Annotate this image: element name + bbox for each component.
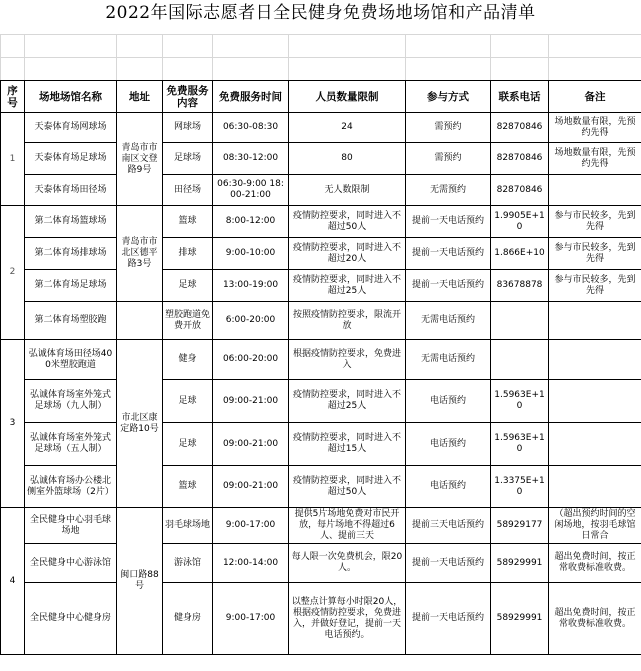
limit-cell: 疫情防控要求，同时进入不超过50人 xyxy=(289,466,406,508)
time-cell: 09:00-21:00 xyxy=(213,423,289,466)
phone-cell: 82870846 xyxy=(491,175,549,206)
address-cell: 闽口路88号 xyxy=(117,508,163,655)
content-cell: 篮球 xyxy=(163,206,213,238)
header-phone: 联系电话 xyxy=(491,81,549,113)
method-cell: 提前一天电话预约 xyxy=(406,270,491,302)
note-cell xyxy=(549,380,641,423)
note-cell: 场地数量有限，先预约先得 xyxy=(549,113,641,143)
content-cell: 篮球 xyxy=(163,466,213,508)
method-cell: 提前一天电话预约 xyxy=(406,544,491,583)
method-cell: 需预约 xyxy=(406,143,491,175)
method-cell: 提前三天电话预约 xyxy=(406,508,491,544)
limit-cell: 疫情防控要求，同时进入不超过50人 xyxy=(289,206,406,238)
address-cell: 青岛市市北区德平路3号 xyxy=(117,206,163,302)
content-cell: 健身房 xyxy=(163,583,213,655)
table-row xyxy=(1,423,641,466)
table-row xyxy=(1,113,641,143)
time-cell: 9:00-17:00 xyxy=(213,508,289,544)
venue-name-cell: 弘诚体育场室外笼式足球场（五人制） xyxy=(25,423,117,466)
venue-name-cell: 第二体育场排球场 xyxy=(25,238,117,270)
method-cell: 无需电话预约 xyxy=(406,302,491,340)
venue-name-cell: 弘诚体育场办公楼北侧室外篮球场（2片） xyxy=(25,466,117,508)
note-cell: 参与市民较多，先到先得 xyxy=(549,206,641,238)
phone-cell: 83678878 xyxy=(491,270,549,302)
content-cell: 游泳馆 xyxy=(163,544,213,583)
limit-cell: 根据疫情防控要求，免费进入 xyxy=(289,340,406,380)
table-row xyxy=(1,508,641,544)
limit-cell: 无人数限制 xyxy=(289,175,406,206)
content-cell: 网球场 xyxy=(163,113,213,143)
venue-name-cell: 第二体育场篮球场 xyxy=(25,206,117,238)
venue-name-cell: 弘诚体育场田径场400米塑胶跑道 xyxy=(25,340,117,380)
table-row xyxy=(1,583,641,655)
content-cell: 足球场 xyxy=(163,143,213,175)
time-cell: 13:00-19:00 xyxy=(213,270,289,302)
header-seq: 序号 xyxy=(1,81,25,113)
venue-name-cell: 天泰体育场田径场 xyxy=(25,175,117,206)
blank-spreadsheet-rows xyxy=(0,34,641,80)
header-participation: 参与方式 xyxy=(406,81,491,113)
limit-cell: 疫情防控要求，同时进入不超过25人 xyxy=(289,380,406,423)
phone-cell xyxy=(491,302,549,340)
phone-cell xyxy=(491,340,549,380)
limit-cell: 疫情防控要求，同时进入不超过20人 xyxy=(289,238,406,270)
content-cell: 足球 xyxy=(163,270,213,302)
content-cell: 田径场 xyxy=(163,175,213,206)
address-cell: 青岛市市南区文登路9号 xyxy=(117,113,163,206)
time-cell: 08:30-12:00 xyxy=(213,143,289,175)
limit-cell: 每人限一次免费机会，限20人。 xyxy=(289,544,406,583)
header-service-content: 免费服务内容 xyxy=(163,81,213,113)
venue-table xyxy=(0,80,641,655)
venue-name-cell: 天泰体育场足球场 xyxy=(25,143,117,175)
address-cell: 市北区康定路10号 xyxy=(117,340,163,508)
content-cell: 足球 xyxy=(163,380,213,423)
note-cell: 参与市民较多，先到先得 xyxy=(549,238,641,270)
venue-name-cell: 第二体育场塑胶跑 xyxy=(25,302,117,340)
table-row xyxy=(1,175,641,206)
table-row xyxy=(1,270,641,302)
phone-cell: 58929177 xyxy=(491,508,549,544)
table-row xyxy=(1,238,641,270)
venue-name-cell: 第二体育场足球场 xyxy=(25,270,117,302)
phone-cell: 82870846 xyxy=(491,113,549,143)
header-notes: 备注 xyxy=(549,81,641,113)
time-cell: 6:00-20:00 xyxy=(213,302,289,340)
content-cell: 羽毛球场地 xyxy=(163,508,213,544)
limit-cell: 按照疫情防控要求，限流开放 xyxy=(289,302,406,340)
limit-cell: 80 xyxy=(289,143,406,175)
phone-cell: 58929991 xyxy=(491,544,549,583)
note-cell xyxy=(549,340,641,380)
seq-cell: 2 xyxy=(1,206,25,340)
time-cell: 9:00-10:00 xyxy=(213,238,289,270)
limit-cell: 疫情防控要求，同时进入不超过15人 xyxy=(289,423,406,466)
seq-cell: 3 xyxy=(1,340,25,508)
method-cell: 电话预约 xyxy=(406,466,491,508)
table-row xyxy=(1,302,641,340)
note-cell: 超出免费时间，按正常收费标准收费。 xyxy=(549,583,641,655)
phone-cell: 1.9905E+10 xyxy=(491,206,549,238)
method-cell: 提前一天电话预约 xyxy=(406,238,491,270)
table-row xyxy=(1,206,641,238)
limit-cell: 以整点计算每小时限20人，根据疫情防控要求，免费进入，并做好登记，提前一天电话预约。 xyxy=(289,583,406,655)
header-row xyxy=(1,81,641,113)
header-service-time: 免费服务时间 xyxy=(213,81,289,113)
note-cell xyxy=(549,175,641,206)
table-row xyxy=(1,544,641,583)
note-cell xyxy=(549,302,641,340)
time-cell: 06:30-9:00 18:00-21:00 xyxy=(213,175,289,206)
phone-cell: 1.5963E+10 xyxy=(491,380,549,423)
note-cell: 场地数量有限，先预约先得 xyxy=(549,143,641,175)
note-cell: 参与市民较多，先到先得 xyxy=(549,270,641,302)
venue-name-cell: 全民健身中心游泳馆 xyxy=(25,544,117,583)
content-cell: 排球 xyxy=(163,238,213,270)
limit-cell: 疫情防控要求，同时进入不超过25人 xyxy=(289,270,406,302)
method-cell: 无需预约 xyxy=(406,175,491,206)
table-row xyxy=(1,380,641,423)
content-cell: 健身 xyxy=(163,340,213,380)
phone-cell: 82870846 xyxy=(491,143,549,175)
limit-cell: 24 xyxy=(289,113,406,143)
phone-cell: 58929991 xyxy=(491,583,549,655)
seq-cell: 4 xyxy=(1,508,25,655)
header-address: 地址 xyxy=(117,81,163,113)
phone-cell: 1.5963E+10 xyxy=(491,423,549,466)
address-cell-empty xyxy=(117,302,163,340)
time-cell: 09:00-21:00 xyxy=(213,466,289,508)
time-cell: 9:00-17:00 xyxy=(213,583,289,655)
method-cell: 提前一天电话预约 xyxy=(406,583,491,655)
note-cell xyxy=(549,466,641,508)
venue-name-cell: 全民健身中心羽毛球场地 xyxy=(25,508,117,544)
venue-name-cell: 天泰体育场网球场 xyxy=(25,113,117,143)
method-cell: 提前一天电话预约 xyxy=(406,206,491,238)
header-venue-name: 场地场馆名称 xyxy=(25,81,117,113)
method-cell: 电话预约 xyxy=(406,423,491,466)
table-row xyxy=(1,340,641,380)
document-title: 2022年国际志愿者日全民健身免费场地场馆和产品清单 xyxy=(105,3,536,23)
method-cell: 电话预约 xyxy=(406,380,491,423)
note-cell: （超出预约时间的空闲场地，按羽毛球馆日常合 xyxy=(549,508,641,544)
content-cell: 足球 xyxy=(163,423,213,466)
header-people-limit: 人员数量限制 xyxy=(289,81,406,113)
venue-name-cell: 全民健身中心健身房 xyxy=(25,583,117,655)
method-cell: 无需电话预约 xyxy=(406,340,491,380)
method-cell: 需预约 xyxy=(406,113,491,143)
limit-cell: 提供5片场地免费对市民开放，每片场地不得超过6人、提前三天 xyxy=(289,508,406,544)
time-cell: 12:00-14:00 xyxy=(213,544,289,583)
phone-cell: 1.866E+10 xyxy=(491,238,549,270)
seq-cell: 1 xyxy=(1,113,25,206)
time-cell: 06:30-08:30 xyxy=(213,113,289,143)
content-cell: 塑胶跑道免费开放 xyxy=(163,302,213,340)
table-row xyxy=(1,143,641,175)
time-cell: 09:00-21:00 xyxy=(213,380,289,423)
time-cell: 8:00-12:00 xyxy=(213,206,289,238)
venue-name-cell: 弘诚体育场室外笼式足球场（九人制） xyxy=(25,380,117,423)
note-cell: 超出免费时间，按正常收费标准收费。 xyxy=(549,544,641,583)
table-row xyxy=(1,466,641,508)
time-cell: 06:00-20:00 xyxy=(213,340,289,380)
note-cell xyxy=(549,423,641,466)
phone-cell: 1.3375E+10 xyxy=(491,466,549,508)
